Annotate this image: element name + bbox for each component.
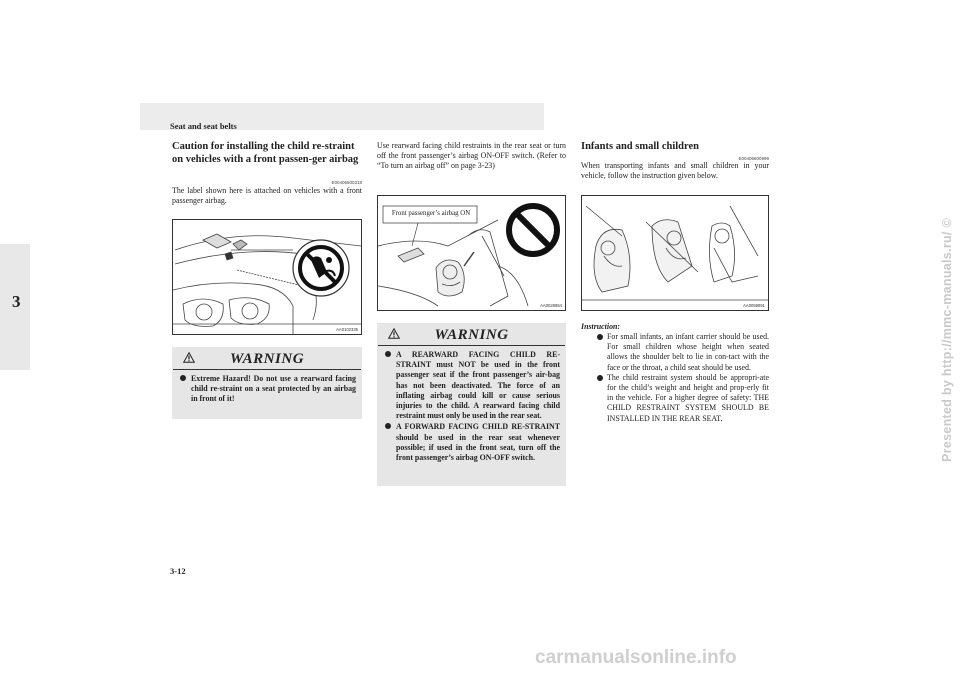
figure-code: AA0028954 [540, 303, 562, 308]
warning-box-child-restraint [377, 323, 566, 486]
infants-body: When transporting infants and small children in your vehicle, follow the instruction given below. [581, 161, 769, 181]
figure-airbag-on [377, 195, 566, 311]
figure-child-seats [581, 195, 769, 311]
warning-title: WARNING [434, 327, 509, 343]
side-watermark: Presented by http://mmc-manuals.ru/ © [940, 218, 954, 462]
warning-item: A FORWARD FACING CHILD RE-STRAINT should be used in the rear seat whenever possible; if used in the front seat, turn off the front passenger’s airbag ON-OFF switch. [383, 422, 560, 463]
bullet-icon [385, 351, 391, 357]
section-code: E00406600999 [738, 156, 769, 161]
section-heading-infants: Infants and small children [581, 141, 699, 152]
figure-callout-label: Front passenger’s airbag ON [391, 210, 471, 217]
figure-code: AA0102335 [336, 327, 358, 332]
footer-watermark: carmanualsonline.info [535, 647, 737, 668]
section-code: E00406500318 [331, 180, 362, 185]
no-child-seat-icon [300, 247, 342, 289]
figure-airbag-label [172, 219, 362, 335]
figure-code: AA0059891 [743, 303, 765, 308]
bullet-icon [180, 375, 186, 381]
caution-body: The label shown here is attached on vehicles with a front passenger airbag. [172, 186, 362, 206]
warning-item: A REARWARD FACING CHILD RE-STRAINT must NOT be used in the front passenger seat if the front passenger’s air-bag has not been deactivated. The force of an inflating airbag could kill or cause serious injuries to the child. A rearward facing child restraint must only be used in the rear seat. [383, 350, 560, 421]
section-header: Seat and seat belts [170, 121, 237, 131]
instruction-label: Instruction: [581, 322, 621, 331]
prohibited-icon [509, 206, 557, 254]
child-seats-illustration [582, 196, 768, 310]
instruction-item: The child restraint system should be appropri-ate for the child’s weight and height and prop-erly fit in the vehicle. For a higher degree of safety: THE CHILD RESTRAINT SYSTEM SHOULD BE INSTALLED IN THE REAR SEAT. [594, 373, 769, 424]
page-number: 3-12 [170, 566, 186, 576]
rearward-body: Use rearward facing child restraints in the rear seat or turn off the front passenger’s airbag ON-OFF switch. (Refer to “To turn an airbag off” on page 3-23) [377, 141, 566, 171]
instruction-item: For small infants, an infant carrier should be used. For small children whose height when seated allows the shoulder belt to lie in con-tact with the face or the throat, a child seat should be used. [594, 332, 769, 373]
instruction-list [594, 332, 769, 424]
warning-item: Extreme Hazard! Do not use a rearward facing child re-straint on a seat protected by an airbag in front of it! [178, 374, 356, 405]
dashboard-illustration [173, 220, 361, 334]
section-heading-caution: Caution for installing the child re-straint on vehicles with a front passen-ger airbag [172, 141, 359, 165]
warning-title: WARNING [229, 351, 305, 367]
bullet-icon [597, 375, 603, 381]
chapter-number: 3 [12, 292, 21, 311]
warning-box-extreme-hazard [172, 347, 362, 419]
bullet-icon [597, 334, 603, 340]
bullet-icon [385, 423, 391, 429]
